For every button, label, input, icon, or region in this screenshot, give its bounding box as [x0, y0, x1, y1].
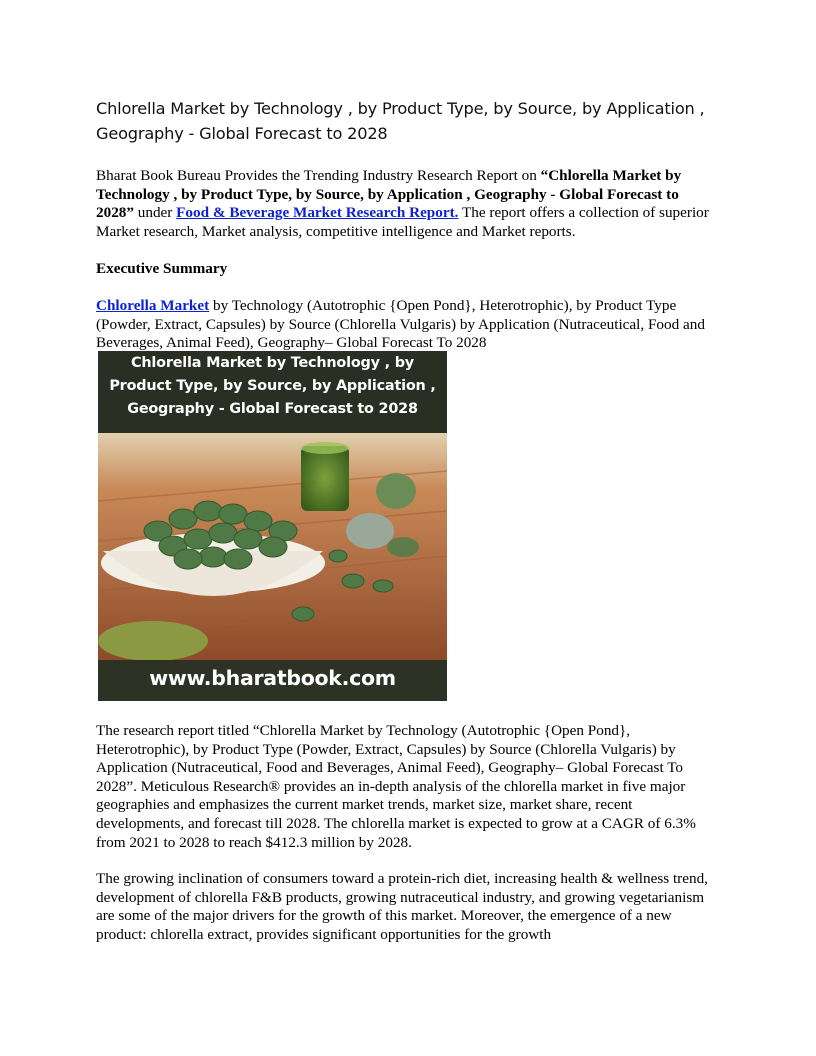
banner-title-line-3: Geography - Global Forecast to 2028 [127, 401, 418, 417]
food-beverage-report-link[interactable]: Food & Beverage Market Research Report [176, 204, 455, 222]
summary-paragraph [96, 297, 720, 353]
report-description-paragraph: The research report titled “Chlorella Market by Technology (Autotrophic {Open Pond}, Heterotrophic), by Product Type (Powder, Extract, Capsules) by Source (Chlorella Vulgaris) by Application (Nutraceutical, Food and Beverages, Animal Feed), Geography– Global Forecast To 2028”. Meticulous Research® provides an in-depth analysis of the chlorella market in five major geographies and emphasizes the current market trends, market size, market share, recent developments, and forecast till 2028. The chlorella market is expected to grow at a CAGR of 6.3% from 2021 to 2028 to reach $412.3 million by 2028. [96, 722, 696, 851]
page-title: Chlorella Market by Technology , by Product Type, by Source, by Application , Geography - Global Forecast to 2028 [96, 99, 705, 143]
juice-glass [301, 446, 349, 511]
chlorella-market-link[interactable]: Chlorella Market [96, 297, 210, 314]
chlorella-powder [98, 621, 208, 661]
intro-text-under: under [133, 204, 177, 222]
summary-text: by Technology (Autotrophic {Open Pond}, Heterotrophic), by Product Type (Powder, Extract, Capsules) by Source (Chlorella Vulgaris) by Application (Nutraceutical, Food and Beverages, Animal Feed), Geography– Global Forecast To 2028 [96, 297, 705, 352]
executive-summary-heading: Executive Summary [96, 260, 228, 277]
report-banner-image [98, 351, 447, 701]
market-drivers-paragraph: The growing inclination of consumers toward a protein-rich diet, increasing health & wellness trend, development of chlorella F&B products, growing nutraceutical industry, and growing vegetarianism are some of the major drivers for the growth of this market. Moreover, the emergence of a new product: chlorella extract, provides significant opportunities for the growth [96, 870, 708, 943]
intro-text-before: Bharat Book Bureau Provides the Trending Industry Research Report on [96, 167, 541, 184]
intro-bold-title: “Chlorella Market by Technology , by Product Type, by Source, by Application , Geography - Global Forecast to 2028” [96, 167, 682, 222]
intro-text-after: The report offers a collection of superior Market research, Market analysis, competitive intelligence and Market reports. [96, 204, 709, 240]
banner-url: www.bharatbook.com [149, 666, 396, 690]
food-beverage-report-link-dot[interactable]: . [454, 204, 459, 222]
banner-title-line-2: Product Type, by Source, by Application , [109, 378, 436, 394]
intro-paragraph [96, 167, 720, 241]
banner-title-line-1: Chlorella Market by Technology , by [131, 355, 414, 371]
